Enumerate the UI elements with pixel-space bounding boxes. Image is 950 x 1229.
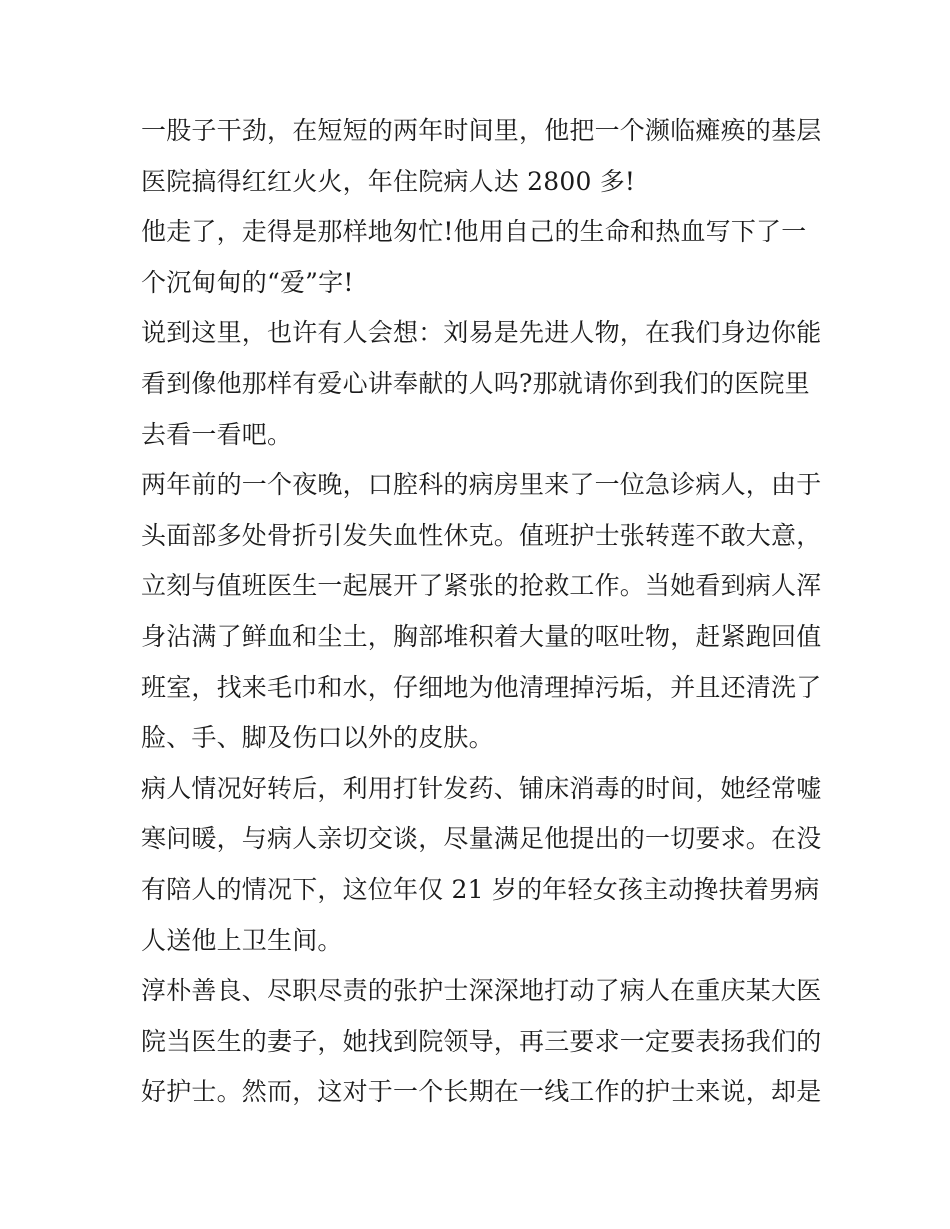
text-line: 人送他上卫生间。 (141, 925, 343, 955)
text-line: 班室，找来毛巾和水，仔细地为他清理掉污垢，并且还清洗了 (141, 672, 822, 702)
text-line: 两年前的一个夜晚，口腔科的病房里来了一位急诊病人，由于 (141, 470, 822, 500)
text-line: 病人情况好转后，利用打针发药、铺床消毒的时间，她经常嘘 (141, 773, 822, 803)
text-line: 说到这里，也许有人会想：刘易是先进人物，在我们身边你能 (141, 318, 822, 348)
text-line: 去看一看吧。 (141, 419, 293, 449)
text-line: 脸、手、脚及伤口以外的皮肤。 (141, 723, 494, 753)
text-line: 立刻与值班医生一起展开了紧张的抢救工作。当她看到病人浑 (141, 571, 822, 601)
text-line: 院当医生的妻子，她找到院领导，再三要求一定要表扬我们的 (141, 1026, 822, 1056)
text-line: 好护士。然而，这对于一个长期在一线工作的护士来说，却是 (141, 1077, 822, 1107)
text-line: 个沉甸甸的“爱”字! (141, 267, 354, 297)
text-line: 头面部多处骨折引发失血性休克。值班护士张转莲不敢大意， (141, 520, 822, 550)
text-line: 看到像他那样有爱心讲奉献的人吗?那就请你到我们的医院里 (141, 368, 810, 398)
document-body (141, 106, 821, 1118)
text-line: 淳朴善良、尽职尽责的张护士深深地打动了病人在重庆某大医 (141, 976, 822, 1006)
text-line: 寒问暖，与病人亲切交谈，尽量满足他提出的一切要求。在没 (141, 824, 822, 854)
text-line: 有陪人的情况下，这位年仅 21 岁的年轻女孩主动搀扶着男病 (141, 874, 820, 904)
text-line: 医院搞得红红火火，年住院病人达 2800 多! (141, 166, 636, 196)
text-line: 他走了，走得是那样地匆忙!他用自己的生命和热血写下了一 (141, 217, 807, 247)
text-line: 身沾满了鲜血和尘土，胸部堆积着大量的呕吐物，赶紧跑回值 (141, 621, 822, 651)
text-line: 一股子干劲，在短短的两年时间里，他把一个濒临瘫痪的基层 (141, 116, 822, 145)
